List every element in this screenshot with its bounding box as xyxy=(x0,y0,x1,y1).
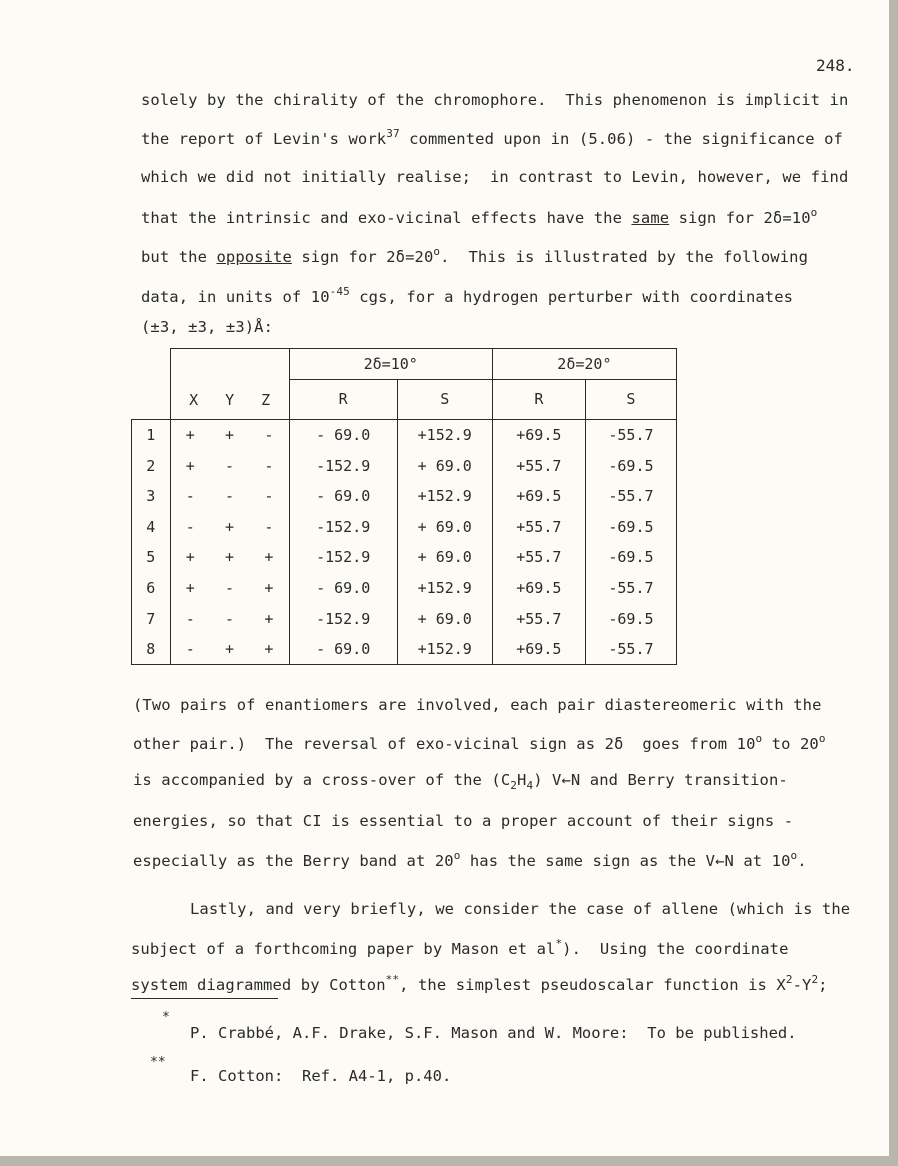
cell-y: - xyxy=(225,456,235,475)
cell-s1: +152.9 xyxy=(397,573,492,604)
cell-z: + xyxy=(249,542,289,573)
cell-s1: + 69.0 xyxy=(397,512,492,543)
col-s1-header: S xyxy=(397,379,492,420)
p2-line-2: other pair.) The reversal of exo-vicinal sign as 2δ goes from 10$^o$ to 20$^o$ xyxy=(133,732,826,754)
cell-y: - xyxy=(225,609,235,628)
cell-x: - xyxy=(185,517,195,536)
cell-n: 6 xyxy=(132,573,171,604)
cell-s2: -55.7 xyxy=(585,573,676,604)
cell-r2: +69.5 xyxy=(492,573,585,604)
p3-line-2: subject of a forthcoming paper by Mason et al*). Using the coordinate xyxy=(131,937,789,959)
footnote-2-text: F. Cotton: Ref. A4-1, p.40. xyxy=(190,1067,452,1085)
cell-y: + xyxy=(210,420,249,451)
table-row xyxy=(132,573,677,604)
cell-s2: -55.7 xyxy=(585,420,676,451)
cell-y: - xyxy=(225,487,235,506)
cell-s2: -69.5 xyxy=(585,603,676,634)
cell-x: - xyxy=(185,609,195,628)
p1-line-4: that the intrinsic and exo-vicinal effects have the same sign for $2\delta=10^o$ xyxy=(141,206,818,228)
cell-s2: -55.7 xyxy=(585,481,676,512)
table-row xyxy=(132,481,677,512)
p2-line-3: is accompanied by a cross-over of the $(C_2H_4)$ V←N and Berry transition- xyxy=(133,771,788,793)
p1-line-2: the report of Levin's work$^{37}$ commented upon in (5.06) - the significance of xyxy=(141,127,843,149)
p1-line-5: but the opposite sign for $2\delta=20^o$. This is illustrated by the following xyxy=(141,245,808,267)
page-number: 248. xyxy=(816,56,855,75)
p1-line-7: (±3, ±3, ±3)Å: xyxy=(141,318,274,336)
cell-x: + xyxy=(185,548,195,567)
footnote-rule xyxy=(131,998,278,999)
cell-x: + xyxy=(185,579,195,598)
cell-r2: +69.5 xyxy=(492,634,585,665)
cell-y: + xyxy=(210,634,249,665)
cell-r1: -152.9 xyxy=(289,512,397,543)
cell-z: - xyxy=(249,450,289,481)
cell-z: - xyxy=(249,420,289,451)
group-header-10: 2δ=10° xyxy=(289,349,492,380)
cell-s1: +152.9 xyxy=(397,420,492,451)
cell-n: 5 xyxy=(132,542,171,573)
cell-r2: +69.5 xyxy=(492,481,585,512)
col-x-header: X xyxy=(189,391,199,410)
cell-x: - xyxy=(185,487,195,506)
cell-y: - xyxy=(225,579,235,598)
cell-r1: -152.9 xyxy=(289,450,397,481)
col-s2-header: S xyxy=(585,379,676,420)
page-edge-right xyxy=(889,0,898,1166)
group-header-20: 2δ=20° xyxy=(492,349,676,380)
cell-r1: - 69.0 xyxy=(289,481,397,512)
cell-s1: + 69.0 xyxy=(397,450,492,481)
cell-n: 1 xyxy=(132,420,171,451)
chirality-data-table xyxy=(131,348,677,665)
cell-s1: + 69.0 xyxy=(397,542,492,573)
cell-z: - xyxy=(249,512,289,543)
cell-s1: +152.9 xyxy=(397,481,492,512)
cell-n: 4 xyxy=(132,512,171,543)
col-r1-header: R xyxy=(289,379,397,420)
cell-x: + xyxy=(170,420,210,451)
table-row xyxy=(132,512,677,543)
cell-s2: -55.7 xyxy=(585,634,676,665)
cell-r2: +55.7 xyxy=(492,542,585,573)
cell-r1: -152.9 xyxy=(289,603,397,634)
cell-r1: - 69.0 xyxy=(289,573,397,604)
cell-r1: - 69.0 xyxy=(289,634,397,665)
table-row xyxy=(132,450,677,481)
col-z-header: Z xyxy=(261,391,271,410)
cell-n: 7 xyxy=(132,603,171,634)
cell-z: + xyxy=(249,603,289,634)
cell-s2: -69.5 xyxy=(585,512,676,543)
cell-z: + xyxy=(249,573,289,604)
table-row xyxy=(132,603,677,634)
cell-s2: -69.5 xyxy=(585,450,676,481)
footnote-1-mark: * xyxy=(162,1010,170,1025)
footnote-2-mark: ** xyxy=(150,1055,166,1070)
cell-y: + xyxy=(225,517,235,536)
cell-s1: +152.9 xyxy=(397,634,492,665)
page-edge-bottom xyxy=(0,1156,898,1166)
p2-line-4: energies, so that CI is essential to a proper account of their signs - xyxy=(133,812,794,830)
cell-y: + xyxy=(225,548,235,567)
cell-x: - xyxy=(170,634,210,665)
cell-n: 2 xyxy=(132,450,171,481)
cell-r1: - 69.0 xyxy=(289,420,397,451)
p1-line-6: data, in units of $10^{-45}$ cgs, for a hydrogen perturber with coordinates xyxy=(141,285,794,307)
cell-z: + xyxy=(249,634,289,665)
cell-r2: +55.7 xyxy=(492,450,585,481)
p1-line-1: solely by the chirality of the chromophore. This phenomenon is implicit in xyxy=(141,91,849,109)
xyz-header xyxy=(170,349,289,420)
p2-line-5: especially as the Berry band at 20$^o$ has the same sign as the V←N at 10$^o$. xyxy=(133,849,807,871)
cell-s2: -69.5 xyxy=(585,542,676,573)
col-r2-header: R xyxy=(492,379,585,420)
p2-line-1: (Two pairs of enantiomers are involved, each pair diastereomeric with the xyxy=(133,696,822,714)
table-row xyxy=(132,420,677,451)
col-y-header: Y xyxy=(225,391,235,410)
table-body xyxy=(132,420,677,665)
cell-r1: -152.9 xyxy=(289,542,397,573)
cell-n: 8 xyxy=(132,634,171,665)
cell-x: + xyxy=(185,456,195,475)
cell-n: 3 xyxy=(132,481,171,512)
p1-line-3: which we did not initially realise; in contrast to Levin, however, we find xyxy=(141,168,849,186)
table-row xyxy=(132,634,677,665)
p3-line-3: system diagrammed by Cotton**, the simplest pseudoscalar function is $X^2-Y^2$; xyxy=(131,973,828,995)
cell-r2: +69.5 xyxy=(492,420,585,451)
cell-r2: +55.7 xyxy=(492,603,585,634)
cell-s1: + 69.0 xyxy=(397,603,492,634)
p3-line-1: Lastly, and very briefly, we consider the case of allene (which is the xyxy=(190,900,851,918)
footnote-1-text: P. Crabbé, A.F. Drake, S.F. Mason and W. Moore: To be published. xyxy=(190,1024,797,1042)
cell-z: - xyxy=(249,481,289,512)
cell-r2: +55.7 xyxy=(492,512,585,543)
table-row xyxy=(132,542,677,573)
